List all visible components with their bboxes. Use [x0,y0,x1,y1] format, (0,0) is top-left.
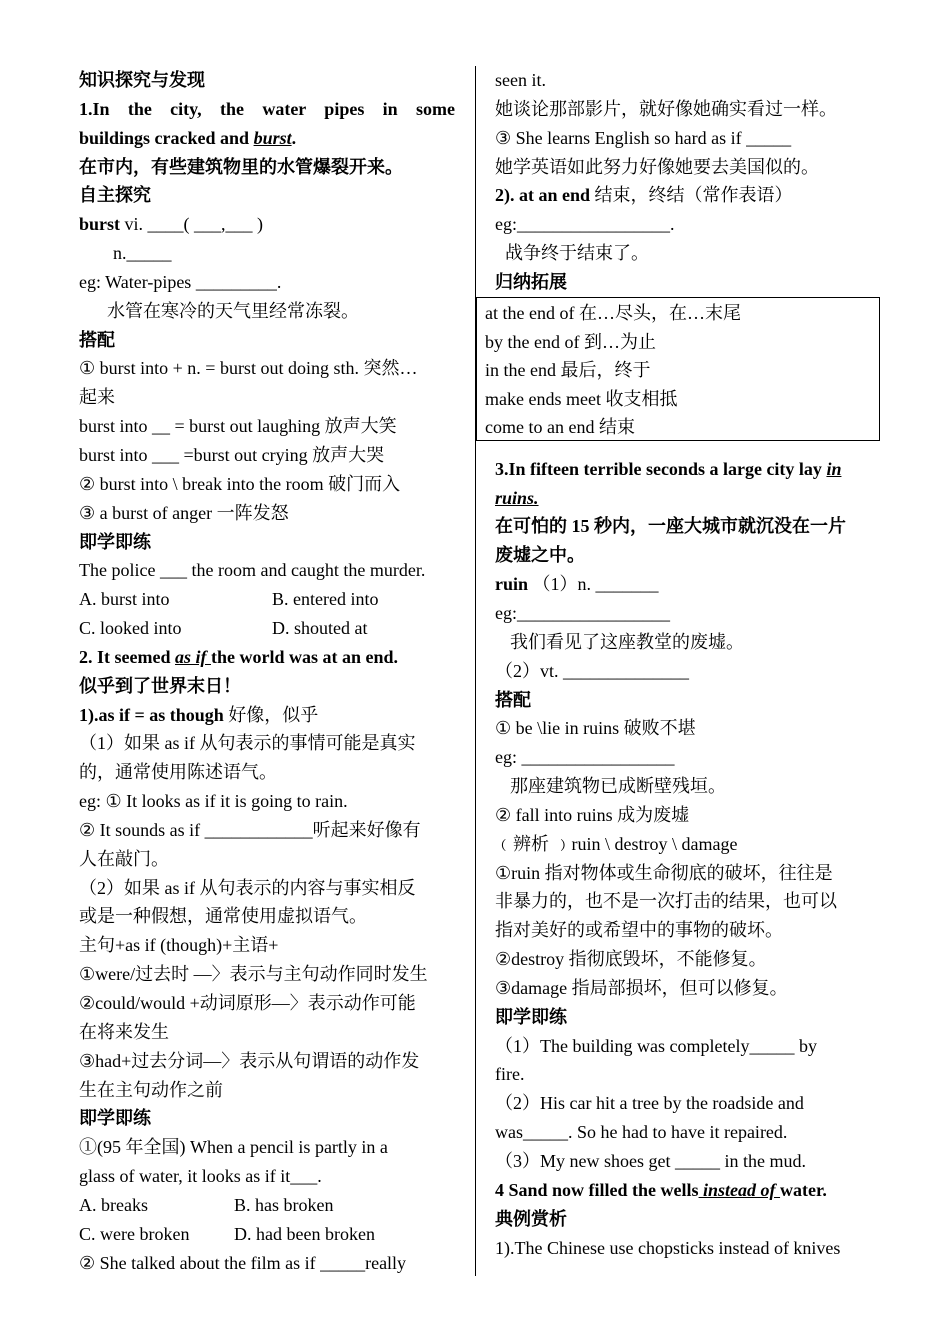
text-line: 搭配 [495,689,531,710]
text-line: ① burst into + n. = burst out doing sth. 突然… [79,358,418,379]
text-segment: 2. It seemed [79,646,175,667]
text-line: 她学英语如此努力好像她要去美国似的。 [495,156,819,177]
text-segment: vi. ____( ___,___ ) [120,214,264,235]
text-line: 水管在寒冷的天气里经常冻裂。 [107,300,359,321]
right-column-top [495,66,877,297]
text-line: 归纳拓展 [495,271,567,292]
text-line: 即学即练 [495,1006,567,1027]
text-line [79,210,455,239]
text-segment: burst [79,214,121,235]
answer-option: C. were broken [79,1223,190,1244]
text-line: 1.In the city, the water pipes in some [79,98,455,119]
text-line: ② She talked about the film as if _____really [79,1252,407,1273]
text-segment: water. [780,1179,827,1200]
summary-item: at the end of 在…尽头，在…末尾 [485,303,741,323]
text-line: ①(95 年全国) When a pencil is partly in a [79,1137,388,1158]
text-line [79,614,455,643]
text-segment: the world was at an end. [210,646,398,667]
text-line [495,570,877,599]
right-column [495,66,877,1262]
answer-option: D. shouted at [272,618,368,639]
answer-option: D. had been broken [234,1223,375,1244]
text-line: 我们看见了这座教堂的废墟。 [510,631,744,652]
text-line: （1）The building was completely_____ by [495,1035,817,1056]
text-line: 即学即练 [79,1108,151,1129]
text-line: ②destroy 指彻底毁坏，不能修复。 [495,949,767,970]
text-line: 或是一种假想，通常使用虚拟语气。 [79,906,367,927]
text-line [495,455,877,484]
text-segment: 4 Sand now filled the wells [495,1179,699,1200]
text-line: eg: _________________ [495,747,675,768]
left-column [79,66,455,1277]
text-line: 在将来发生 [79,1021,169,1042]
text-line: eg:_________________ [495,602,670,623]
text-line [79,643,455,672]
text-line: eg: ① It looks as if it is going to rain. [79,791,348,812]
text-line: ①ruin 指对物体或生命彻底的破坏，往往是 [495,862,833,883]
text-segment: 3.In fifteen terrible seconds a large city lay [495,458,827,479]
text-line: ③damage 指局部损坏，但可以修复。 [495,977,788,998]
text-line: ﹙辨析 ﹚ruin \ destroy \ damage [495,833,738,854]
text-line: 的，通常使用陈述语气。 [79,762,277,783]
text-line [79,701,455,730]
text-line: 典例赏析 [495,1208,567,1229]
text-line [79,1191,455,1220]
text-line: 她谈论那部影片，就好像她确实看过一样。 [495,98,837,119]
text-line: ② It sounds as if ____________听起来好像有 [79,819,421,840]
text-line: 非暴力的，也不是一次打击的结果，也可以 [495,891,837,912]
text-line: ② fall into ruins 成为废墟 [495,804,690,825]
summary-item: make ends meet 收支相抵 [485,388,678,409]
text-segment: 结束，终结（常作表语） [590,185,793,206]
text-line: burst into __ = burst out laughing 放声大笑 [79,416,397,437]
summary-item: by the end of 到…为止 [485,331,656,352]
text-line: 主句+as if (though)+主语+ [79,935,279,956]
text-line: ③had+过去分词—〉表示从句谓语的动作发 [79,1050,420,1071]
text-line: glass of water, it looks as if it___. [79,1166,322,1187]
text-line: （1）如果 as if 从句表示的事情可能是真实 [79,733,416,754]
text-segment: 好像，似乎 [223,704,319,725]
text-line: 生在主句动作之前 [79,1079,223,1100]
text-segment: 2). at an end [495,185,591,206]
text-line: 起来 [79,387,115,408]
text-line: 在市内，有些建筑物里的水管爆裂开来。 [79,156,403,177]
text-line: （3）My new shoes get _____ in the mud. [495,1151,806,1171]
text-line: 搭配 [79,329,115,350]
text-line: 那座建筑物已成断壁残垣。 [510,776,726,797]
text-line [79,585,455,614]
text-line: （2）His car hit a tree by the roadside and [495,1093,804,1114]
right-column-bottom [495,455,877,1263]
text-line: 废墟之中。 [495,545,585,566]
text-line: （2）vt. ______________ [495,660,690,681]
summary-item: in the end 最后，终于 [485,360,651,381]
column-divider [475,66,476,1276]
text-line: （2）如果 as if 从句表示的内容与事实相反 [79,877,416,898]
answer-option: B. entered into [272,589,379,610]
text-line: ②could/would +动词原形—〉表示动作可能 [79,993,416,1013]
text-segment: burst [253,127,292,148]
text-line: 指对美好的或希望中的事物的破坏。 [495,920,783,941]
text-line: n._____ [113,243,172,264]
text-line: eg: Water-pipes _________. [79,271,282,292]
text-segment: as if [174,646,211,667]
text-segment: buildings cracked and [79,127,254,148]
answer-option: C. looked into [79,618,182,639]
text-segment: . [291,127,297,148]
text-line [495,1176,877,1205]
text-line: 1).The Chinese use chopsticks instead of knives [495,1237,841,1258]
answer-option: A. breaks [79,1194,148,1215]
answer-option: A. burst into [79,589,170,610]
text-line: 人在敲门。 [79,848,169,869]
summary-box [476,297,880,441]
text-line: ①were/过去时 —〉表示与主句动作同时发生 [79,964,428,985]
text-segment: instead of [698,1179,781,1200]
text-segment: 1).as if = as though [79,704,224,725]
text-segment: ruin [495,574,529,595]
text-line: ① be \lie in ruins 破败不堪 [495,718,696,739]
text-line: seen it. [495,70,546,90]
text-segment: （1）n. _______ [528,574,659,595]
text-line: ② burst into \ break into the room 破门而入 [79,473,401,494]
text-line: ruins. [495,487,539,508]
text-line: ③ She learns English so hard as if _____ [495,127,792,148]
text-line: The police ___ the room and caught the murder. [79,560,426,581]
text-line: ③ a burst of anger 一阵发怒 [79,502,289,523]
text-line: fire. [495,1064,525,1085]
text-line: 自主探究 [79,185,151,206]
text-line: 即学即练 [79,531,151,552]
text-line: eg:_________________. [495,214,675,235]
text-line: 似乎到了世界末日！ [79,675,241,696]
text-line: 战争终于结束了。 [505,243,649,264]
text-line: was_____. So he had to have it repaired. [495,1122,788,1143]
text-line: burst into ___ =burst out crying 放声大哭 [79,444,385,465]
text-line: 知识探究与发现 [79,70,205,90]
text-line [79,124,455,153]
text-segment: in [826,458,842,479]
text-line [495,181,877,210]
answer-option: B. has broken [234,1194,334,1215]
summary-item: come to an end 结束 [485,417,635,438]
text-line [79,1220,455,1249]
text-line: 在可怕的 15 秒内，一座大城市就沉没在一片 [495,516,846,537]
